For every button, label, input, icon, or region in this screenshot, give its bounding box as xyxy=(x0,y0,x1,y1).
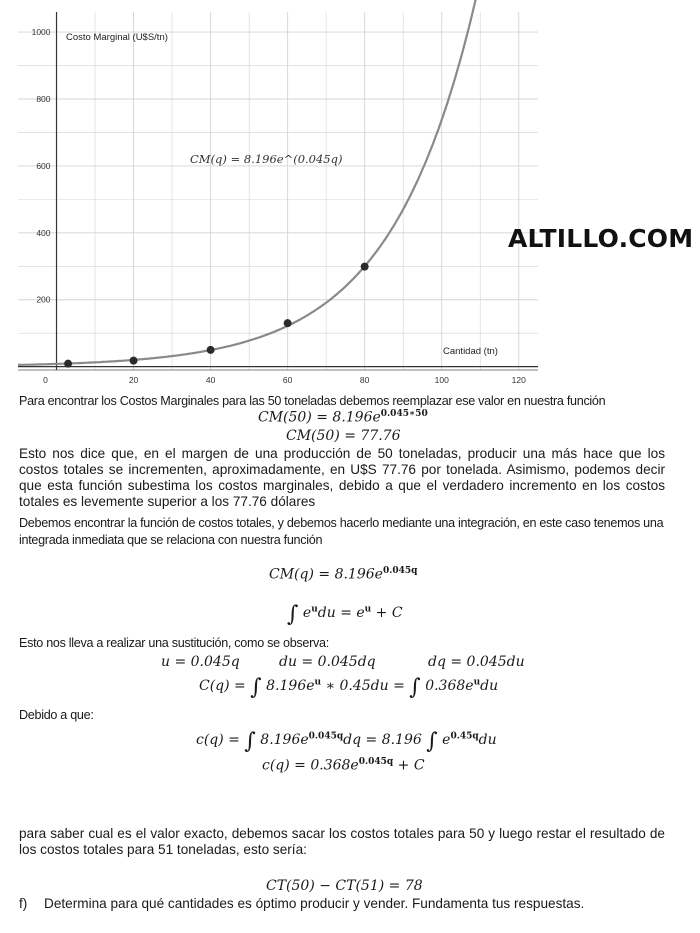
eq5-part-e: du xyxy=(480,678,499,694)
integral-symbol: ∫ xyxy=(287,602,299,627)
y-tick-label: 200 xyxy=(36,294,51,305)
eq5-exp-1: u xyxy=(314,677,322,688)
chart-point xyxy=(361,263,369,271)
eq4-part-a: e xyxy=(302,605,312,621)
eq7-exponent: 0.045q xyxy=(358,757,394,767)
y-tick-label: 1000 xyxy=(31,27,51,38)
equation-integral-rule xyxy=(287,602,403,627)
chart-points xyxy=(64,263,369,368)
eq4-exp-2: u xyxy=(364,604,372,615)
x-axis-label: Cantidad (tn) xyxy=(443,346,498,357)
equation-cm50-result: CM(50) = 77.76 xyxy=(286,428,401,444)
eq5-part-b: 8.196e xyxy=(266,678,315,694)
integral-symbol: ∫ xyxy=(250,675,262,700)
x-tick-label: 20 xyxy=(128,375,139,385)
chart-point xyxy=(130,357,138,365)
paragraph-intro: Para encontrar los Costos Marginales para las 50 toneladas debemos reemplazar ese valor en nuestra función xyxy=(19,394,606,408)
question-f-text: Determina para qué cantidades es óptimo producir y vender. Fundamenta tus respuestas. xyxy=(44,896,585,911)
y-tick-label: 600 xyxy=(36,160,51,171)
eq6-part-e: du xyxy=(478,732,497,748)
x-tick-label: 80 xyxy=(359,375,370,385)
question-f-label: f) xyxy=(19,896,28,911)
substitution-du: du = 0.045dq xyxy=(279,654,376,670)
eq6-lhs: c(q) = xyxy=(196,732,245,748)
eq6-exp-1: 0.045q xyxy=(308,731,344,742)
eq6-exp-2: 0.45q xyxy=(450,731,479,742)
eq5-lhs: C(q) = xyxy=(199,678,251,694)
marginal-cost-chart xyxy=(0,0,545,392)
eq6-part-c: dq = 8.196 xyxy=(343,732,427,748)
eq3-exponent: 0.045q xyxy=(382,566,418,576)
y-tick-label: 400 xyxy=(36,227,51,238)
eq4-part-c: + C xyxy=(371,605,403,621)
x-tick-label: 40 xyxy=(205,375,216,385)
substitution-dq: dq = 0.045du xyxy=(428,654,525,670)
equation-cm50-substitution xyxy=(258,409,428,426)
eq3-lhs: CM(q) = 8.196e xyxy=(269,566,383,583)
eq7-lhs: c(q) = 0.368e xyxy=(262,757,359,774)
eq5-exp-2: u xyxy=(473,677,481,688)
chart-grid xyxy=(18,12,538,370)
y-tick-label: 800 xyxy=(36,93,51,104)
equation-cq-substituted xyxy=(199,675,498,700)
paragraph-substitution: Esto nos lleva a realizar una sustitución, como se observa: xyxy=(19,636,329,650)
x-tick-label: 120 xyxy=(511,375,526,385)
eq4-part-b: du = e xyxy=(317,605,365,621)
eq7-constant: + C xyxy=(393,757,425,774)
eq5-part-c: ∗ 0.45du = xyxy=(321,678,410,694)
chart-formula-annotation: CM(q) = 8.196e^(0.045q) xyxy=(190,152,343,166)
integral-symbol: ∫ xyxy=(426,729,438,754)
eq1-exponent: 0.045∗50 xyxy=(380,409,428,419)
equation-cq-integral xyxy=(196,729,497,754)
paragraph-exact-value: para saber cual es el valor exacto, debemos sacar los costos totales para 50 y luego restar el resultado de los costos totales para 51 toneladas, esto sería: xyxy=(19,826,665,857)
eq6-part-d: e xyxy=(442,732,451,748)
equation-cq-result xyxy=(262,757,425,774)
eq1-lhs: CM(50) = 8.196e xyxy=(258,409,381,426)
chart-point xyxy=(64,360,72,368)
paragraph-interpretation: Esto nos dice que, en el margen de una producción de 50 toneladas, producir una más hace que los costos totales se incrementen, aproximadamente, en U$S 77.76 por tonelada. Asimismo, podemos decir que esta función subestima los costos marginales, debido a que el verdadero incremento en los costos totales es levemente superior a los 77.76 dólares xyxy=(19,446,665,509)
integral-symbol: ∫ xyxy=(409,675,421,700)
paragraph-integration: Debemos encontrar la función de costos totales, y debemos hacerlo mediante una integración, en este caso tenemos una integrada inmediata que se relaciona con nuestra función xyxy=(19,516,664,547)
integral-symbol: ∫ xyxy=(244,729,256,754)
chart-curve-series xyxy=(18,0,476,365)
x-tick-label: 100 xyxy=(434,375,449,385)
watermark-logo: ALTILLO.COM xyxy=(508,224,694,253)
eq4-exp-1: u xyxy=(311,604,318,615)
paragraph-because: Debido a que: xyxy=(19,708,94,722)
equation-ct-difference: CT(50) − CT(51) = 78 xyxy=(266,878,423,894)
x-tick-label: 60 xyxy=(282,375,293,385)
y-axis-label: Costo Marginal (U$S/tn) xyxy=(66,32,168,43)
eq6-part-b: 8.196e xyxy=(260,732,309,748)
chart-point xyxy=(284,319,292,327)
chart-tick-labels xyxy=(32,27,527,385)
equation-cm-function xyxy=(269,566,417,583)
x-tick-label: 0 xyxy=(43,375,48,385)
chart-point xyxy=(207,346,215,354)
substitution-u: u = 0.045q xyxy=(161,654,240,670)
eq5-part-d: 0.368e xyxy=(425,678,474,694)
